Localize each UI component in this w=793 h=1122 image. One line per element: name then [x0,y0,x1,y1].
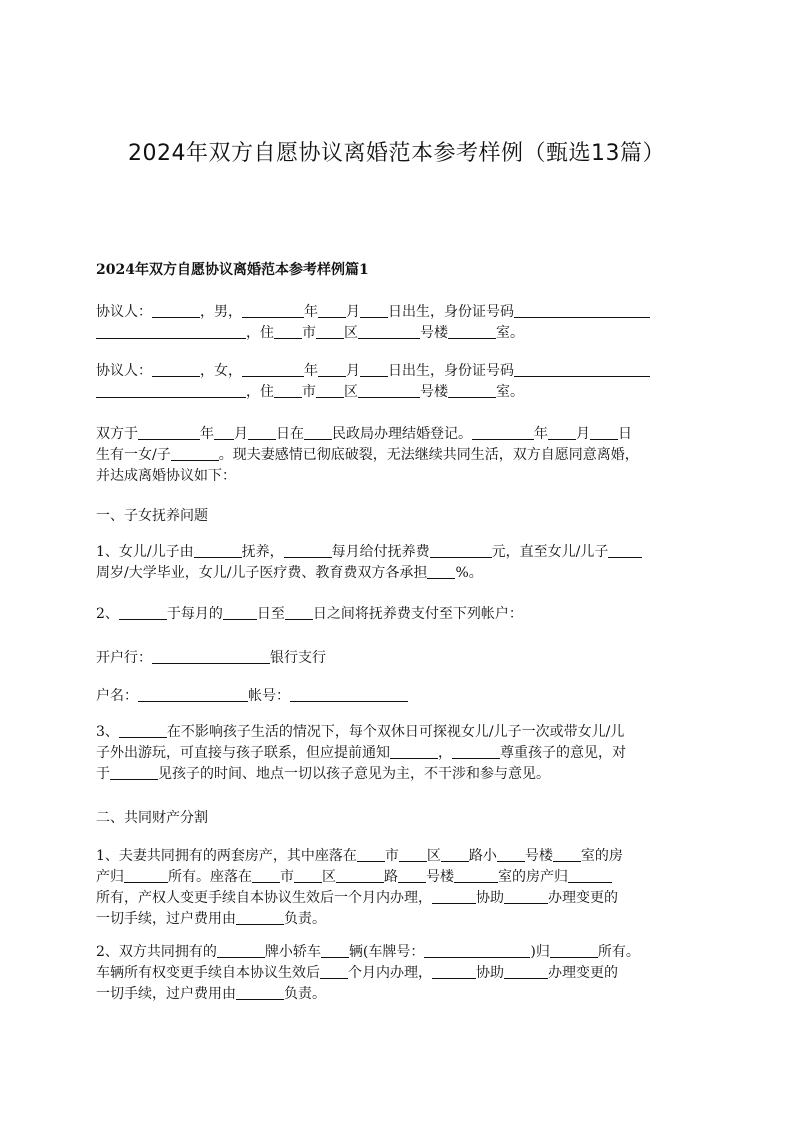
party2-paragraph: 协议人： ，女， 年 月 日出生，身份证号码 ，住 市 区 号楼 室。 [96,361,706,403]
section2-title: 二、共同财产分割 [96,810,208,826]
section1-item2: 2、 于每月的 日至 日之间将抚养费支付至下列帐户： [96,606,523,622]
marriage-paragraph: 双方于 年 月 日在 民政局办理结婚登记。 年 月 日 生有一女/子 。现夫妻感情已彻底破裂，无法继续共同生活，双方自愿同意离婚， 并达成离婚协议如下： [96,426,639,484]
section1-title: 一、子女抚养问题 [96,508,208,524]
account-line: 户名： 帐号： [96,686,706,707]
section2-item2: 2、双方共同拥有的 牌小轿车 辆(车牌号： )归 所有。 车辆所有权变更手续自本协议生效后 个月内办理， 协助 办理变更的 一切手续，过户费用由 负责。 [96,944,640,1002]
document-title: 2024年双方自愿协议离婚范本参考样例（甄选13篇） [128,141,665,166]
section1-item1: 1、女儿/儿子由 抚养， 每月给付抚养费 元，直至女儿/儿子 周岁/大学毕业，女儿/儿子医疗费、教育费双方各承担 %。 [96,542,706,584]
section-heading: 2024年双方自愿协议离婚范本参考样例篇1 [96,262,369,278]
section2-item1: 1、夫妻共同拥有的两套房产，其中座落在 市 区 路小 号楼 室的房 产归 所有。座落在 市 区 路 号楼 室的房产归 所有，产权人变更手续自本协议生效后一个月内办理， 协助 办理变更的 一切手续，过户费用由 负责。 [96,848,623,927]
bank-line: 开户行： 银行支行 [96,650,326,666]
section1-item3: 3、 在不影响孩子生活的情况下，每个双休日可探视女儿/儿子一次或带女儿/儿 子外出游玩，可直接与孩子联系，但应提前通知 ， 尊重孩子的意见，对 于 见孩子的时间、地点一切以孩子意见为主，不干涉和参与意见。 [96,724,626,782]
party1-paragraph: 协议人： ，男， 年 月 日出生，身份证号码 ，住 市 区 号楼 室。 [96,302,706,344]
